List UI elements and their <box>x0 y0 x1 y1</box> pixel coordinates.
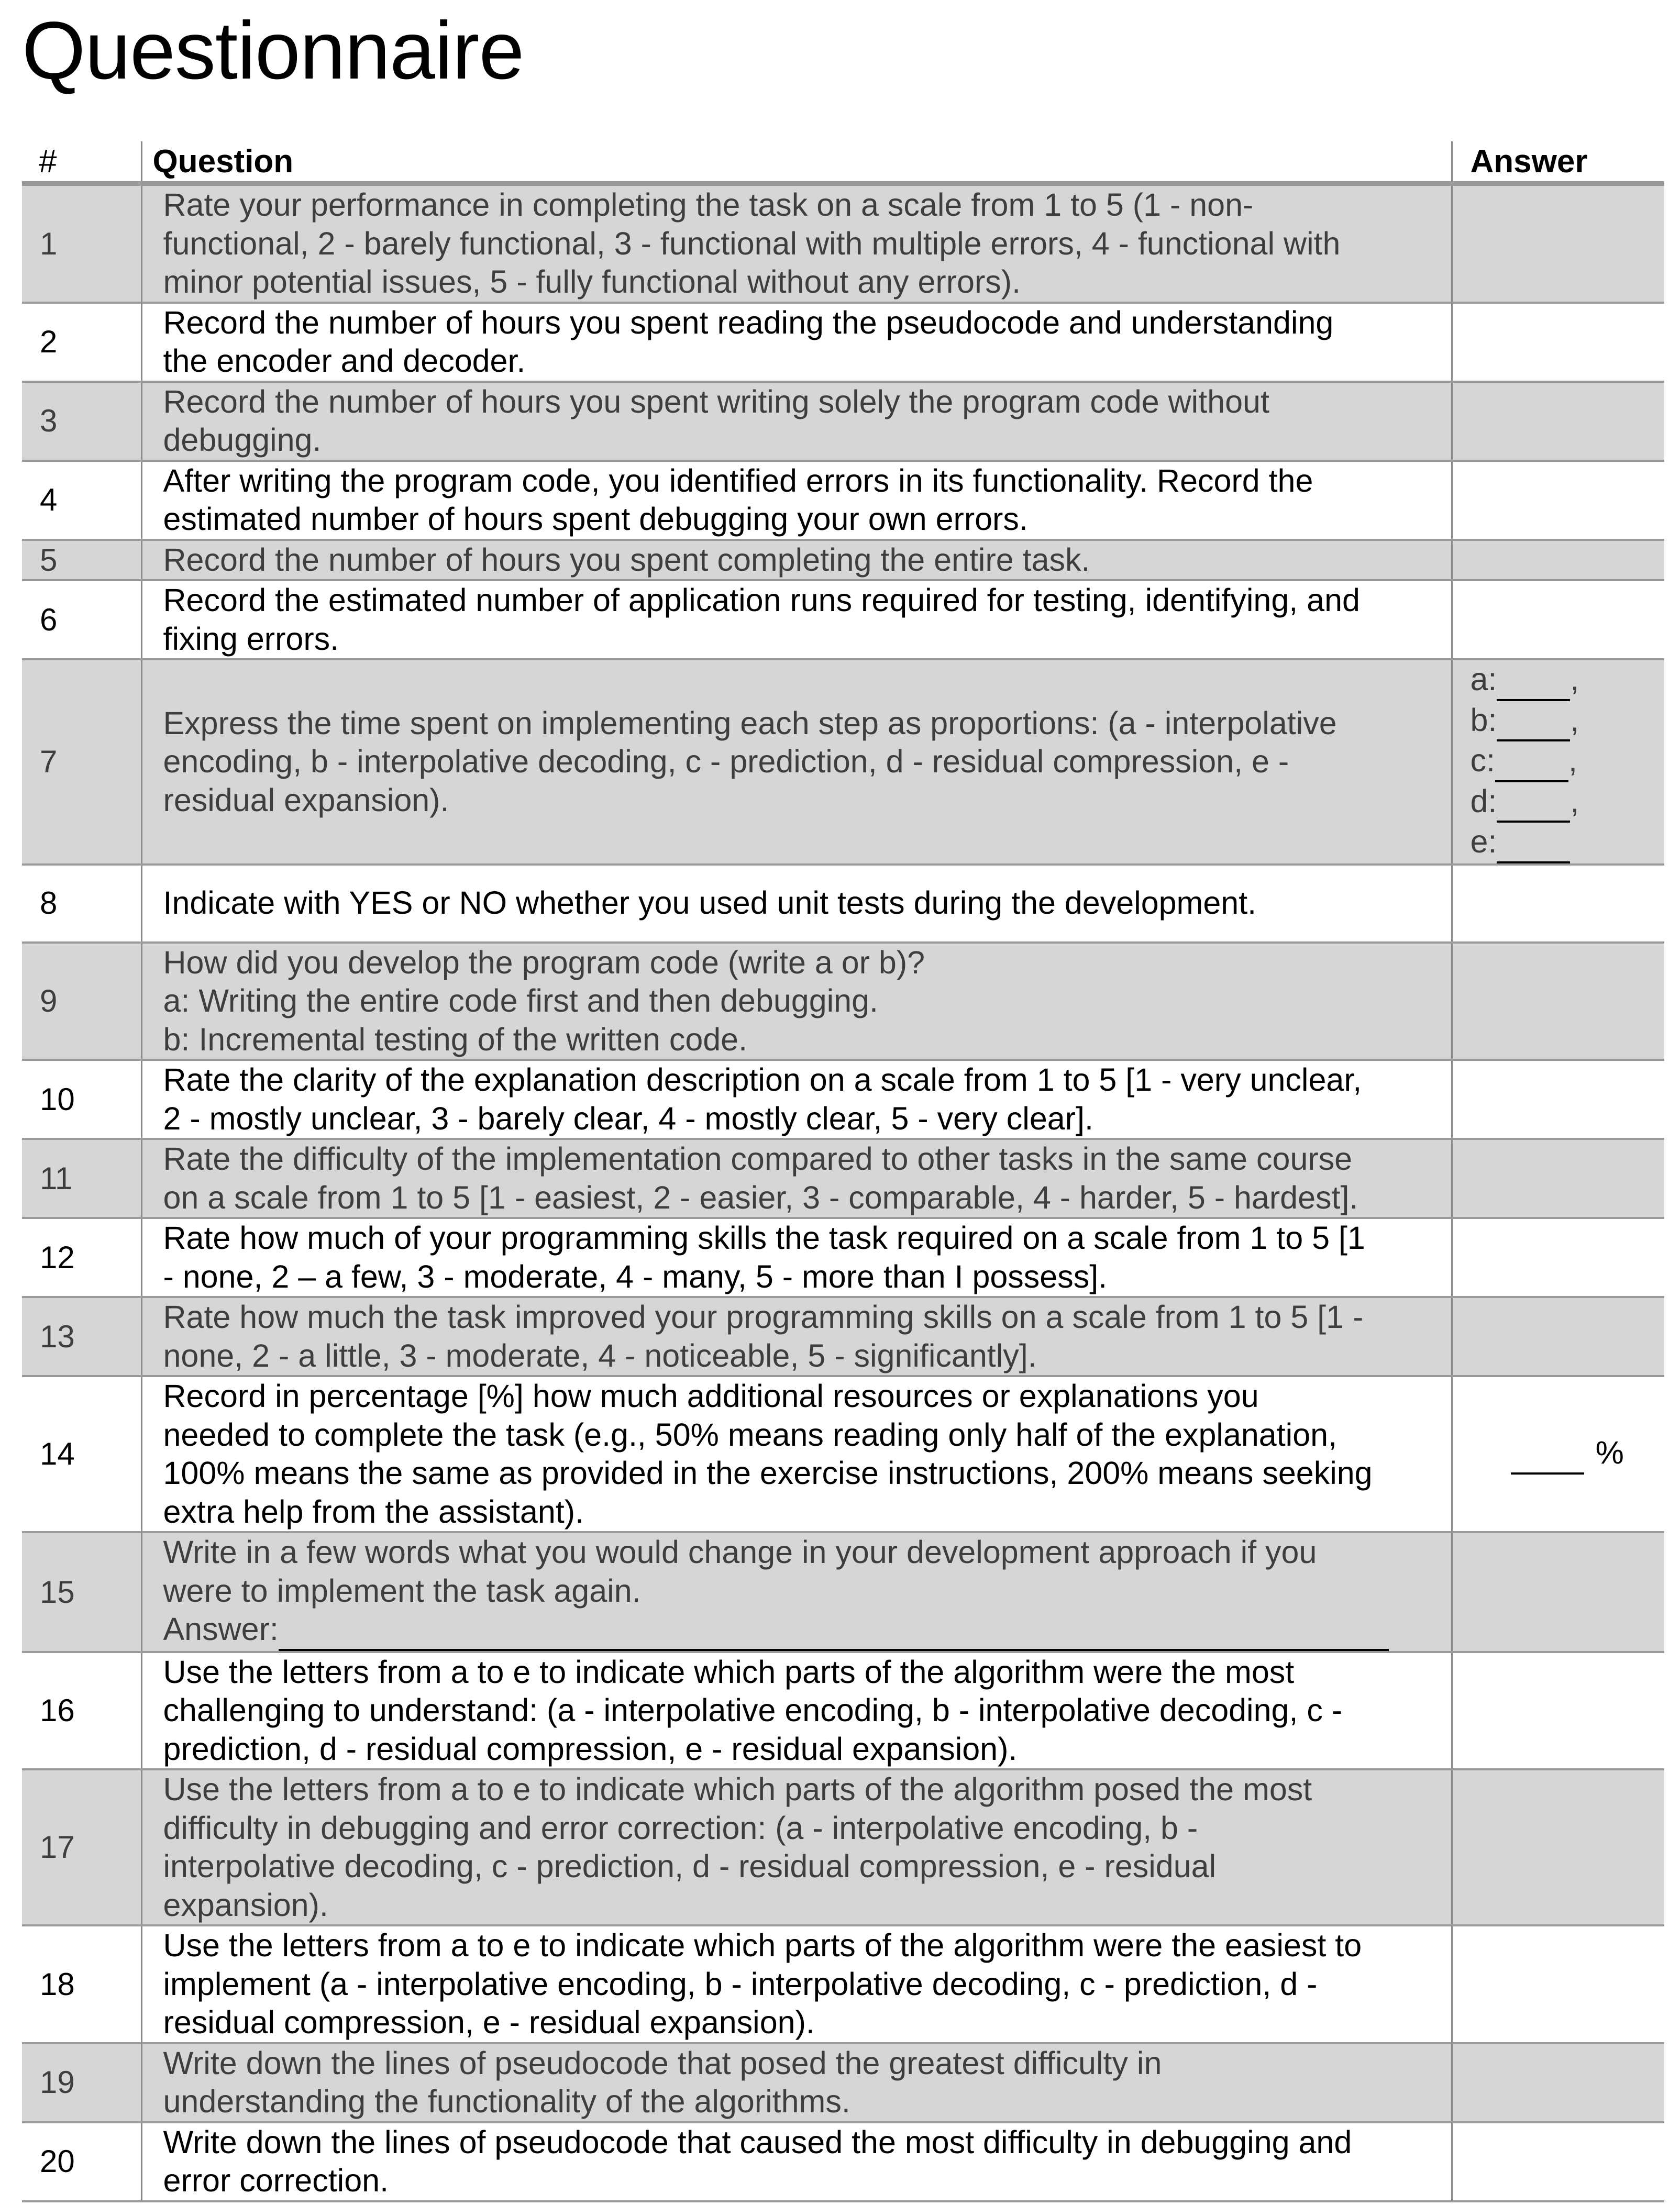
answer-part-label: d: <box>1470 783 1497 819</box>
answer-cell[interactable] <box>1452 1297 1664 1376</box>
question-line: were to implement the task again. <box>163 1572 641 1609</box>
question-line: residual compression, e - residual expansion). <box>163 2004 815 2040</box>
header-question: Question <box>141 141 1452 184</box>
answer-prompt: Answer: <box>163 1611 279 1647</box>
question-number: 18 <box>22 1925 141 2043</box>
question-text <box>141 580 1452 659</box>
answer-cell[interactable] <box>1452 1532 1664 1652</box>
question-number: 2 <box>22 303 141 382</box>
question-line: Record the number of hours you spent completing the entire task. <box>163 541 1090 578</box>
question-text <box>141 2122 1452 2201</box>
answer-cell[interactable] <box>1452 1769 1664 1925</box>
question-text <box>141 865 1452 943</box>
answer-cell[interactable] <box>1452 2043 1664 2122</box>
table-row <box>22 1769 1664 1925</box>
question-number: 10 <box>22 1060 141 1139</box>
header-answer: Answer <box>1452 141 1664 184</box>
question-line: How did you develop the program code (write a or b)? <box>163 944 925 980</box>
question-number: 17 <box>22 1769 141 1925</box>
question-line: Use the letters from a to e to indicate which parts of the algorithm posed the most <box>163 1771 1312 1807</box>
question-line: extra help from the assistant). <box>163 1493 584 1530</box>
question-line: difficulty in debugging and error correction: (a - interpolative encoding, b - <box>163 1810 1198 1846</box>
answer-cell[interactable] <box>1452 1925 1664 2043</box>
question-text <box>141 1139 1452 1218</box>
question-line: Use the letters from a to e to indicate which parts of the algorithm were the easiest to <box>163 1927 1362 1963</box>
answer-cell[interactable] <box>1452 540 1664 581</box>
question-line: Rate how much of your programming skills the task required on a scale from 1 to 5 [1 <box>163 1220 1365 1256</box>
question-number: 16 <box>22 1652 141 1770</box>
table-row <box>22 1925 1664 2043</box>
question-line: interpolative decoding, c - prediction, d - residual compression, e - residual <box>163 1848 1217 1884</box>
question-line: Rate your performance in completing the task on a scale from 1 to 5 (1 - non- <box>163 187 1254 223</box>
question-line: 2 - mostly unclear, 3 - barely clear, 4 - mostly clear, 5 - very clear]. <box>163 1100 1093 1136</box>
question-line: needed to complete the task (e.g., 50% means reading only half of the explanation, <box>163 1416 1338 1453</box>
question-text <box>141 382 1452 461</box>
question-number: 3 <box>22 382 141 461</box>
question-line: Write in a few words what you would change in your development approach if you <box>163 1534 1317 1570</box>
answer-cell[interactable] <box>1452 1218 1664 1297</box>
table-row <box>22 540 1664 581</box>
question-line: a: Writing the entire code first and then debugging. <box>163 983 878 1018</box>
question-text <box>141 303 1452 382</box>
question-text <box>141 659 1452 865</box>
question-line: residual expansion). <box>163 782 449 818</box>
question-line: expansion). <box>163 1887 328 1923</box>
question-number: 12 <box>22 1218 141 1297</box>
question-line: - none, 2 – a few, 3 - moderate, 4 - many, 5 - more than I possess]. <box>163 1258 1108 1294</box>
answer-cell[interactable] <box>1452 865 1664 943</box>
table-row <box>22 1297 1664 1376</box>
table-row <box>22 1060 1664 1139</box>
answer-blank[interactable] <box>279 1610 1389 1651</box>
question-rows <box>22 184 1664 2201</box>
question-text <box>141 1376 1452 1532</box>
answer-cell[interactable] <box>1452 382 1664 461</box>
question-number: 14 <box>22 1376 141 1532</box>
question-number: 20 <box>22 2122 141 2201</box>
question-number: 19 <box>22 2043 141 2122</box>
question-line: Rate the clarity of the explanation description on a scale from 1 to 5 [1 - very unclear, <box>163 1062 1362 1098</box>
question-number: 1 <box>22 184 141 303</box>
page-title: Questionnaire <box>22 5 524 96</box>
answer-part-separator: , <box>1570 661 1579 697</box>
question-text <box>141 540 1452 581</box>
answer-part <box>1471 741 1665 782</box>
percent-blank[interactable] <box>1511 1434 1584 1475</box>
table-row <box>22 382 1664 461</box>
table-row <box>22 461 1664 540</box>
table-row <box>22 1532 1664 1652</box>
answer-part-blank[interactable] <box>1497 660 1570 701</box>
question-number: 6 <box>22 580 141 659</box>
answer-cell[interactable] <box>1452 2122 1664 2201</box>
table-row <box>22 1376 1664 1532</box>
answer-part-blank[interactable] <box>1495 741 1568 782</box>
question-line: understanding the functionality of the algorithms. <box>163 2084 850 2119</box>
answer-cell[interactable] <box>1452 1060 1664 1139</box>
answer-part-separator: , <box>1570 702 1579 738</box>
question-line: 100% means the same as provided in the exercise instructions, 200% means seeking <box>163 1455 1373 1491</box>
question-text <box>141 184 1452 303</box>
question-text <box>141 1060 1452 1139</box>
question-number: 13 <box>22 1297 141 1376</box>
question-line: Use the letters from a to e to indicate which parts of the algorithm were the most <box>163 1654 1295 1690</box>
question-text <box>141 1297 1452 1376</box>
question-text <box>141 1925 1452 2043</box>
answer-part-blank[interactable] <box>1497 782 1570 823</box>
answer-cell[interactable] <box>1452 1139 1664 1218</box>
question-line: estimated number of hours spent debugging your own errors. <box>163 501 1028 537</box>
header-number: # <box>22 141 141 184</box>
question-line: After writing the program code, you identified errors in its functionality. Record the <box>163 462 1313 498</box>
question-line: Record the number of hours you spent writing solely the program code without <box>163 383 1269 419</box>
answer-part <box>1471 823 1665 863</box>
question-line: debugging. <box>163 422 322 458</box>
question-line: fixing errors. <box>163 620 339 657</box>
question-line: Express the time spent on implementing each step as proportions: (a - interpolative <box>163 705 1337 741</box>
question-text <box>141 1532 1452 1652</box>
percent-answer <box>1471 1434 1665 1475</box>
question-number: 7 <box>22 659 141 865</box>
question-number: 8 <box>22 865 141 943</box>
answer-cell[interactable] <box>1452 580 1664 659</box>
question-number: 4 <box>22 461 141 540</box>
question-number: 11 <box>22 1139 141 1218</box>
question-line: Record the number of hours you spent reading the pseudocode and understanding <box>163 304 1334 340</box>
table-row <box>22 1652 1664 1770</box>
answer-part-label: a: <box>1470 661 1497 697</box>
question-line: encoding, b - interpolative decoding, c - prediction, d - residual compression, e - <box>163 744 1289 779</box>
answer-part-blank[interactable] <box>1497 823 1570 863</box>
question-line: the encoder and decoder. <box>163 343 526 379</box>
question-text <box>141 1218 1452 1297</box>
question-line: Rate the difficulty of the implementation compared to other tasks in the same course <box>163 1141 1353 1177</box>
question-line: Rate how much the task improved your programming skills on a scale from 1 to 5 [1 - <box>163 1299 1364 1335</box>
percent-unit: % <box>1595 1435 1624 1471</box>
answer-part-label: c: <box>1470 743 1495 778</box>
question-line: b: Incremental testing of the written code. <box>163 1021 748 1057</box>
question-text <box>141 943 1452 1060</box>
question-text <box>141 461 1452 540</box>
answer-cell[interactable] <box>1452 1376 1664 1532</box>
question-number: 5 <box>22 540 141 581</box>
table-row <box>22 1218 1664 1297</box>
table-row <box>22 865 1664 943</box>
answer-part <box>1471 782 1665 823</box>
table-row <box>22 943 1664 1060</box>
question-text <box>141 2043 1452 2122</box>
question-line: Write down the lines of pseudocode that posed the greatest difficulty in <box>163 2045 1162 2081</box>
question-line: none, 2 - a little, 3 - moderate, 4 - noticeable, 5 - significantly]. <box>163 1337 1037 1373</box>
answer-part-separator: , <box>1568 743 1577 778</box>
question-number: 9 <box>22 943 141 1060</box>
question-line: error correction. <box>163 2163 389 2198</box>
table-row <box>22 2043 1664 2122</box>
question-text <box>141 1652 1452 1770</box>
table-row <box>22 1139 1664 1218</box>
answer-cell[interactable] <box>1452 1652 1664 1770</box>
question-line: implement (a - interpolative encoding, b - interpolative decoding, c - prediction, d - <box>163 1966 1318 2002</box>
question-line: Record in percentage [%] how much additional resources or explanations you <box>163 1378 1259 1414</box>
table-header-row <box>22 141 1664 184</box>
question-line: Indicate with YES or NO whether you used unit tests during the development. <box>163 885 1257 921</box>
question-line: Write down the lines of pseudocode that caused the most difficulty in debugging and <box>163 2124 1352 2160</box>
table-row <box>22 2122 1664 2201</box>
answer-part-blank[interactable] <box>1497 701 1570 742</box>
question-text <box>141 1769 1452 1925</box>
answer-cell[interactable] <box>1452 184 1664 303</box>
table-row <box>22 659 1664 865</box>
answer-cell[interactable] <box>1452 303 1664 382</box>
answer-part-label: e: <box>1470 824 1497 859</box>
question-line: functional, 2 - barely functional, 3 - functional with multiple errors, 4 - functional with <box>163 225 1341 261</box>
answer-cell[interactable] <box>1452 943 1664 1060</box>
inline-answer-line <box>163 1610 1439 1651</box>
answer-part <box>1471 701 1665 742</box>
question-line: prediction, d - residual compression, e - residual expansion). <box>163 1731 1018 1767</box>
answer-part <box>1471 660 1665 701</box>
question-line: on a scale from 1 to 5 [1 - easiest, 2 - easier, 3 - comparable, 4 - harder, 5 - hardest]. <box>163 1179 1358 1215</box>
question-number: 15 <box>22 1532 141 1652</box>
question-line: challenging to understand: (a - interpolative encoding, b - interpolative decoding, c - <box>163 1692 1343 1728</box>
answer-part-separator: , <box>1570 783 1579 819</box>
table-row <box>22 580 1664 659</box>
table-row <box>22 303 1664 382</box>
answer-cell[interactable] <box>1452 461 1664 540</box>
question-line: minor potential issues, 5 - fully functional without any errors). <box>163 264 1021 300</box>
answer-part-label: b: <box>1470 702 1497 738</box>
questionnaire-table <box>22 141 1664 2202</box>
question-line: Record the estimated number of application runs required for testing, identifying, and <box>163 582 1360 618</box>
table-row <box>22 184 1664 303</box>
answer-cell[interactable] <box>1452 659 1664 865</box>
